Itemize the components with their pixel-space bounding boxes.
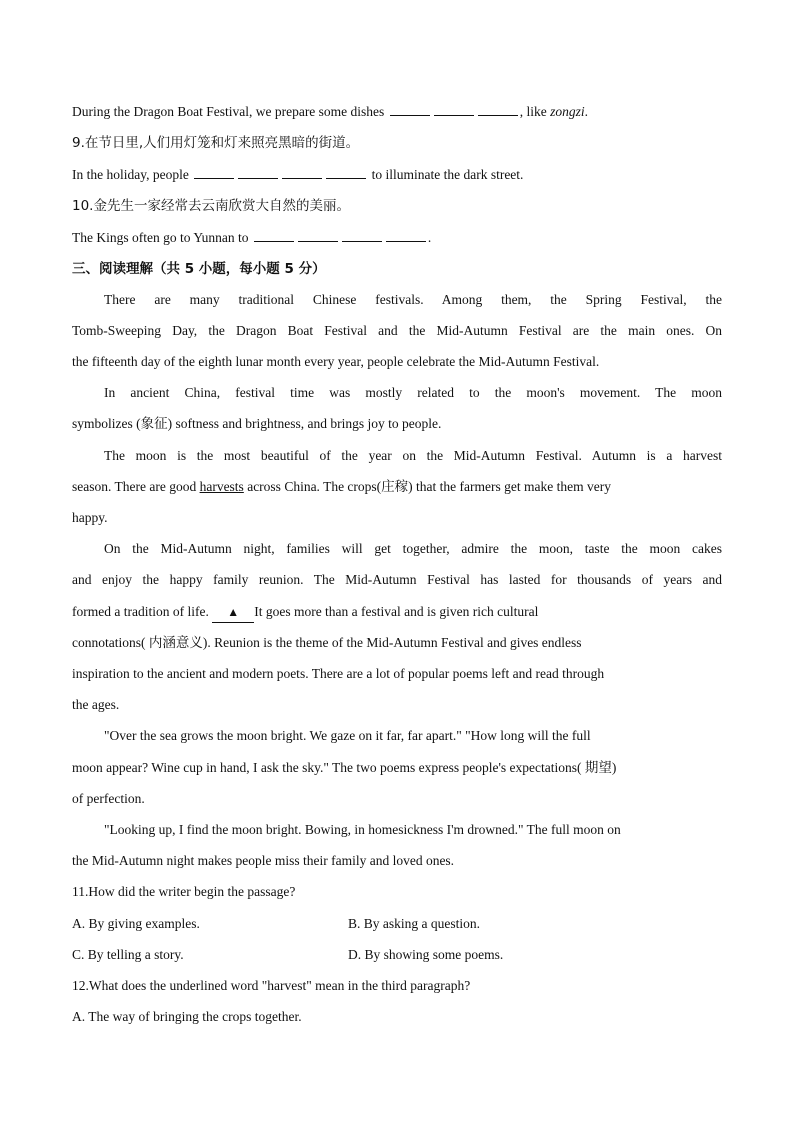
passage-line: The moon is the most beautiful of the year on the Mid-Autumn Festival. Autumn is a harvest (104, 448, 722, 463)
answer-blank[interactable] (238, 166, 278, 179)
passage-line: connotations( 内涵意义). Reunion is the theme of the Mid-Autumn Festival and gives endless (72, 635, 582, 650)
answer-blank[interactable] (390, 103, 430, 116)
passage-line: the fifteenth day of the eighth lunar month every year, people celebrate the Mid-Autumn Festival. (72, 354, 600, 369)
answer-blank-triangle[interactable]: ▲ (212, 602, 254, 623)
q11-option-d[interactable]: D. By showing some poems. (348, 947, 504, 962)
passage-text: It goes more than a festival and is given rich cultural (254, 604, 539, 619)
passage-line: "Looking up, I find the moon bright. Bowing, in homesickness I'm drowned." The full moon on (104, 822, 621, 837)
passage-line: "Over the sea grows the moon bright. We gaze on it far, far apart." "How long will the full (104, 728, 591, 743)
q8-text-after: , like (519, 104, 551, 119)
answer-blank[interactable] (342, 229, 382, 242)
q9-chinese: 9.在节日里,人们用灯笼和灯来照亮黑暗的街道。 (72, 135, 360, 151)
q11-option-c[interactable]: C. By telling a story. (72, 947, 184, 962)
q11-option-a[interactable]: A. By giving examples. (72, 916, 200, 931)
q9-text: In the holiday, people (72, 167, 189, 182)
q12-question: 12.What does the underlined word "harvest" mean in the third paragraph? (72, 978, 471, 993)
passage-line: In ancient China, festival time was mostly related to the moon's movement. The moon (104, 385, 722, 400)
answer-blank[interactable] (478, 103, 518, 116)
passage-text: formed a tradition of life. (72, 604, 209, 619)
passage-line: Tomb-Sweeping Day, the Dragon Boat Festival and the Mid-Autumn Festival are the main ones. On (72, 323, 722, 338)
q11-question: 11.How did the writer begin the passage? (72, 884, 296, 899)
passage-line: of perfection. (72, 791, 145, 806)
passage-line: There are many traditional Chinese festivals. Among them, the Spring Festival, the (104, 292, 722, 307)
answer-blank[interactable] (282, 166, 322, 179)
q9-text-after: to illuminate the dark street. (371, 167, 524, 182)
passage-line (72, 602, 722, 623)
passage-line: the ages. (72, 697, 120, 712)
q10-english-line (72, 228, 722, 248)
underlined-word-harvests: harvests (199, 479, 244, 494)
answer-blank[interactable] (434, 103, 474, 116)
q8-pinyin: zongzi (550, 104, 585, 119)
answer-blank[interactable] (298, 229, 338, 242)
passage-line (72, 477, 722, 497)
q9-english-line (72, 165, 722, 185)
q11-option-b[interactable]: B. By asking a question. (348, 916, 480, 931)
passage-line: inspiration to the ancient and modern poets. There are a lot of popular poems left and read through (72, 666, 605, 681)
q8-english-line (72, 102, 722, 122)
q10-chinese: 10.金先生一家经常去云南欣赏大自然的美丽。 (72, 198, 350, 214)
passage-line: and enjoy the happy family reunion. The Mid-Autumn Festival has lasted for thousands of years and (72, 572, 722, 587)
passage-line: symbolizes (象征) softness and brightness, and brings joy to people. (72, 416, 442, 431)
answer-blank[interactable] (254, 229, 294, 242)
passage-line: the Mid-Autumn night makes people miss their family and loved ones. (72, 853, 455, 868)
answer-blank[interactable] (386, 229, 426, 242)
passage-text: across China. The crops(庄稼) that the farmers get make them very (243, 479, 611, 494)
passage-line: On the Mid-Autumn night, families will get together, admire the moon, taste the moon cakes (104, 541, 722, 556)
passage-line: moon appear? Wine cup in hand, I ask the sky." The two poems express people's expectations( 期望) (72, 760, 617, 775)
answer-blank[interactable] (194, 166, 234, 179)
q8-text: During the Dragon Boat Festival, we prepare some dishes (72, 104, 385, 119)
q12-option-a[interactable]: A. The way of bringing the crops together. (72, 1009, 302, 1024)
passage-text: season. There are good (72, 479, 200, 494)
passage-line: happy. (72, 510, 108, 525)
q8-end: . (584, 104, 588, 119)
q10-text: The Kings often go to Yunnan to (72, 230, 249, 245)
section-heading: 三、阅读理解（共 5 小题，每小题 5 分） (72, 261, 326, 277)
q10-end: . (427, 230, 432, 245)
answer-blank[interactable] (326, 166, 366, 179)
